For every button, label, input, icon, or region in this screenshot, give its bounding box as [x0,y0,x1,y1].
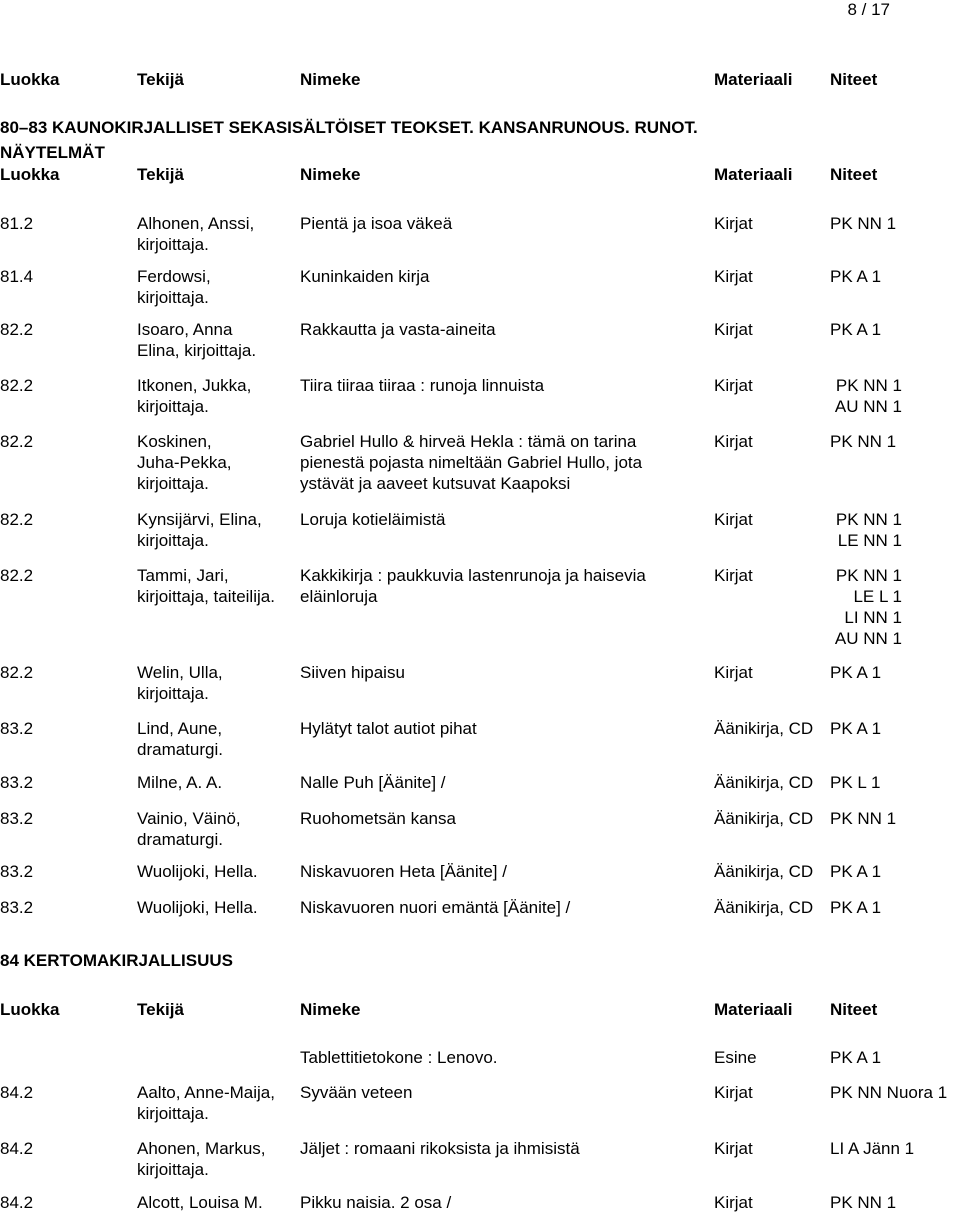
cell-tekija-line: Alcott, Louisa M. [137,1193,263,1212]
cell-nimeke [300,1192,710,1213]
section-title [0,115,698,165]
column-header-row [0,165,960,187]
cell-niteet-line: PK A 1 [830,1048,882,1067]
cell-luokka: 82.2 [0,432,34,451]
cell-niteet-line: LE NN 1 [837,531,902,550]
cell-nimeke-line: Syvään veteen [300,1083,413,1102]
cell-niteet [830,861,960,882]
cell-nimeke-line: Hylätyt talot autiot pihat [300,719,477,738]
cell-nimeke [300,375,710,396]
cell-niteet [830,808,960,829]
cell-nimeke-line: Niskavuoren Heta [Äänite] / [300,862,507,881]
cell-nimeke-line: Kuninkaiden kirja [300,267,430,286]
cell-niteet-line: PK NN 1 [835,510,902,529]
cell-materiaali: Äänikirja, CD [714,809,814,828]
cell-tekija-line: kirjoittaja. [137,235,209,254]
cell-materiaali: Kirjat [714,320,753,339]
cell-niteet-line: PK A 1 [830,663,882,682]
cell-nimeke [300,319,710,340]
cell-niteet [830,266,960,287]
cell-tekija [137,375,299,417]
cell-luokka: 84.2 [0,1193,34,1212]
header-materiaali: Materiaali [714,165,793,184]
cell-nimeke [300,509,710,530]
cell-tekija [137,808,299,850]
header-niteet: Niteet [830,1000,878,1019]
cell-luokka: 84.2 [0,1139,34,1158]
cell-niteet-line: PK A 1 [830,320,882,339]
cell-tekija [137,1192,299,1213]
cell-tekija-line: Aalto, Anne-Maija, [137,1083,275,1102]
header-tekija: Tekijä [137,1000,184,1019]
cell-nimeke [300,431,710,494]
cell-materiaali: Kirjat [714,432,753,451]
page-number: 8 / 17 [847,0,890,19]
cell-niteet-line: LE L 1 [853,587,902,606]
cell-nimeke-line: Nalle Puh [Äänite] / [300,773,446,792]
cell-tekija-line: Tammi, Jari, [137,566,229,585]
cell-niteet-line: LI A Jänn 1 [830,1139,915,1158]
cell-luokka: 81.2 [0,214,34,233]
cell-niteet-line: PK A 1 [830,719,882,738]
cell-tekija-line: Welin, Ulla, [137,663,223,682]
cell-niteet [830,509,902,551]
cell-niteet [830,319,960,340]
section-title-line: 84 KERTOMAKIRJALLISUUS [0,951,233,970]
cell-luokka: 83.2 [0,719,34,738]
cell-materiaali: Kirjat [714,1193,753,1212]
cell-tekija [137,1138,299,1180]
cell-niteet-line: PK A 1 [830,862,882,881]
cell-tekija [137,662,299,704]
header-luokka: Luokka [0,165,60,184]
cell-niteet [830,1192,960,1213]
cell-nimeke-line: Pikku naisia. 2 osa / [300,1193,452,1212]
cell-niteet-line: PK NN 1 [830,1193,897,1212]
cell-niteet [830,897,960,918]
cell-niteet [830,431,960,452]
cell-niteet [830,213,960,234]
cell-nimeke-line: Kakkikirja : paukkuvia lastenrunoja ja haisevia [300,566,646,585]
cell-tekija-line: kirjoittaja, taiteilija. [137,587,275,606]
cell-tekija [137,213,299,255]
cell-materiaali: Kirjat [714,663,753,682]
cell-luokka: 82.2 [0,376,34,395]
cell-luokka: 83.2 [0,862,34,881]
cell-niteet-line: AU NN 1 [834,397,902,416]
cell-nimeke-line: Tiira tiiraa tiiraa : runoja linnuista [300,376,545,395]
cell-niteet-line: LI NN 1 [844,608,902,627]
cell-tekija-line: Milne, A. A. [137,773,223,792]
cell-niteet-line: AU NN 1 [834,629,902,648]
cell-nimeke-line: Ruohometsän kansa [300,809,456,828]
cell-niteet-line: PK NN 1 [830,432,897,451]
cell-nimeke-line: Niskavuoren nuori emäntä [Äänite] / [300,898,571,917]
cell-materiaali: Kirjat [714,267,753,286]
cell-niteet [830,718,960,739]
cell-niteet-line: PK A 1 [830,267,882,286]
cell-tekija [137,718,299,760]
cell-tekija [137,897,299,918]
cell-niteet-line: PK A 1 [830,898,882,917]
cell-nimeke [300,662,710,683]
header-nimeke: Nimeke [300,165,361,184]
cell-niteet-line: PK NN 1 [830,809,897,828]
cell-tekija [137,509,299,551]
cell-nimeke [300,861,710,882]
cell-luokka: 82.2 [0,510,34,529]
cell-tekija [137,319,299,361]
cell-nimeke [300,808,710,829]
header-materiaali: Materiaali [714,1000,793,1019]
cell-nimeke-line: ystävät ja aaveet kutsuvat Kaapoksi [300,474,571,493]
cell-nimeke-line: Siiven hipaisu [300,663,405,682]
cell-tekija-line: Isoaro, Anna [137,320,233,339]
cell-tekija-line: Wuolijoki, Hella. [137,898,258,917]
cell-tekija [137,266,299,308]
cell-tekija-line: kirjoittaja. [137,397,209,416]
cell-tekija-line: Lind, Aune, [137,719,223,738]
cell-tekija-line: Itkonen, Jukka, [137,376,252,395]
cell-niteet-line: PK NN Nuora 1 [830,1083,948,1102]
header-nimeke: Nimeke [300,70,361,89]
cell-materiaali: Kirjat [714,1083,753,1102]
cell-tekija-line: dramaturgi. [137,830,223,849]
cell-tekija-line: dramaturgi. [137,740,223,759]
cell-tekija-line: kirjoittaja. [137,288,209,307]
cell-niteet [830,662,960,683]
cell-luokka: 82.2 [0,663,34,682]
cell-niteet-line: PK NN 1 [835,566,902,585]
header-niteet: Niteet [830,165,878,184]
cell-nimeke-line: Loruja kotieläimistä [300,510,446,529]
cell-nimeke-line: Jäljet : romaani rikoksista ja ihmisistä [300,1139,580,1158]
cell-nimeke [300,897,710,918]
cell-tekija [137,565,299,607]
cell-tekija-line: kirjoittaja. [137,684,209,703]
cell-nimeke-line: Tablettitietokone : Lenovo. [300,1048,498,1067]
cell-niteet [830,772,960,793]
cell-niteet-line: PK NN 1 [835,376,902,395]
header-niteet: Niteet [830,70,878,89]
cell-tekija-line: Vainio, Väinö, [137,809,241,828]
cell-tekija-line: Elina, kirjoittaja. [137,341,257,360]
cell-materiaali: Kirjat [714,1139,753,1158]
cell-materiaali: Kirjat [714,510,753,529]
cell-nimeke [300,213,710,234]
cell-tekija-line: Juha-Pekka, [137,453,232,472]
cell-nimeke-line: Pientä ja isoa väkeä [300,214,453,233]
cell-niteet [830,1138,960,1159]
cell-materiaali: Esine [714,1048,757,1067]
cell-luokka: 82.2 [0,566,34,585]
cell-luokka: 81.4 [0,267,34,286]
section-title [0,948,233,973]
cell-tekija-line: kirjoittaja. [137,474,209,493]
cell-materiaali: Äänikirja, CD [714,862,814,881]
header-materiaali: Materiaali [714,70,793,89]
column-header-row [0,1000,960,1022]
cell-nimeke [300,718,710,739]
cell-niteet-line: PK NN 1 [830,214,897,233]
cell-luokka: 83.2 [0,809,34,828]
cell-nimeke [300,772,710,793]
cell-niteet [830,1082,960,1103]
cell-nimeke [300,565,710,607]
section-title-line: NÄYTELMÄT [0,143,105,162]
cell-materiaali: Äänikirja, CD [714,898,814,917]
header-tekija: Tekijä [137,70,184,89]
cell-tekija-line: Ahonen, Markus, [137,1139,266,1158]
cell-niteet [830,565,902,649]
cell-tekija-line: kirjoittaja. [137,531,209,550]
cell-niteet-line: PK L 1 [830,773,881,792]
cell-materiaali: Äänikirja, CD [714,719,814,738]
cell-materiaali: Kirjat [714,566,753,585]
cell-tekija-line: Kynsijärvi, Elina, [137,510,262,529]
cell-nimeke-line: Rakkautta ja vasta-aineita [300,320,496,339]
header-luokka: Luokka [0,1000,60,1019]
cell-tekija-line: Alhonen, Anssi, [137,214,255,233]
column-header-row-top [0,70,960,92]
cell-tekija-line: kirjoittaja. [137,1104,209,1123]
header-luokka: Luokka [0,70,60,89]
cell-nimeke [300,1082,710,1103]
cell-luokka: 83.2 [0,773,34,792]
cell-nimeke [300,1138,710,1159]
cell-nimeke-line: eläinloruja [300,587,378,606]
cell-materiaali: Kirjat [714,214,753,233]
cell-luokka: 84.2 [0,1083,34,1102]
header-tekija: Tekijä [137,165,184,184]
cell-materiaali: Äänikirja, CD [714,773,814,792]
cell-nimeke [300,1047,710,1068]
cell-tekija [137,431,299,494]
cell-nimeke-line: Gabriel Hullo & hirveä Hekla : tämä on tarina [300,432,637,451]
cell-tekija [137,861,299,882]
cell-luokka: 82.2 [0,320,34,339]
cell-niteet [830,1047,960,1068]
cell-tekija-line: Wuolijoki, Hella. [137,862,258,881]
cell-luokka: 83.2 [0,898,34,917]
cell-tekija [137,1082,299,1124]
cell-tekija-line: Ferdowsi, [137,267,211,286]
header-nimeke: Nimeke [300,1000,361,1019]
cell-tekija-line: kirjoittaja. [137,1160,209,1179]
cell-tekija [137,772,299,793]
cell-tekija-line: Koskinen, [137,432,212,451]
cell-niteet [830,375,902,417]
cell-nimeke [300,266,710,287]
cell-materiaali: Kirjat [714,376,753,395]
cell-nimeke-line: pienestä pojasta nimeltään Gabriel Hullo, jota [300,453,643,472]
section-title-line: 80–83 KAUNOKIRJALLISET SEKASISÄLTÖISET TEOKSET. KANSANRUNOUS. RUNOT. [0,118,698,137]
